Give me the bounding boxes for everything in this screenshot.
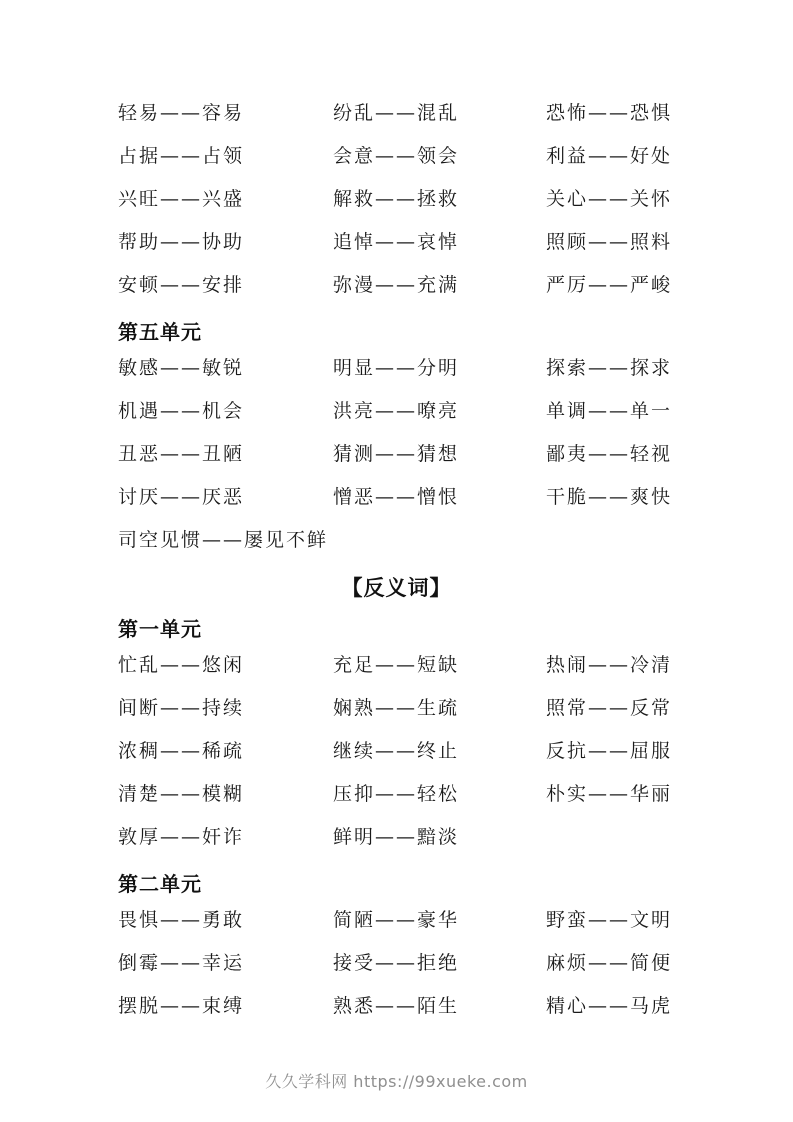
word-pair: 猜测——猜想 bbox=[333, 443, 460, 465]
word-pair: 接受——拒绝 bbox=[333, 952, 460, 974]
word-pair: 占据——占领 bbox=[118, 145, 245, 167]
word-pair: 洪亮——嘹亮 bbox=[333, 400, 460, 422]
word-pair: 压抑——轻松 bbox=[333, 783, 460, 805]
word-pair: 精心——马虎 bbox=[546, 995, 673, 1017]
word-pair: 浓稠——稀疏 bbox=[118, 740, 245, 762]
word-pair: 敏感——敏锐 bbox=[118, 357, 245, 379]
word-pair: 司空见惯——屡见不鲜 bbox=[118, 529, 329, 551]
word-pair: 照顾——照料 bbox=[546, 231, 673, 253]
word-pair: 畏惧——勇敢 bbox=[118, 909, 245, 931]
word-pair: 追悼——哀悼 bbox=[333, 231, 460, 253]
antonyms-title: 【反义词】 bbox=[341, 576, 452, 600]
word-pair: 充足——短缺 bbox=[333, 654, 460, 676]
word-pair: 关心——关怀 bbox=[546, 188, 673, 210]
word-pair: 敦厚——奸诈 bbox=[118, 826, 245, 848]
document-page bbox=[118, 100, 675, 1036]
unit-five-heading: 第五单元 bbox=[118, 320, 202, 344]
word-pair: 简陋——豪华 bbox=[333, 909, 460, 931]
word-pair: 轻易——容易 bbox=[118, 102, 245, 124]
word-pair: 照常——反常 bbox=[546, 697, 673, 719]
antonyms-unit-two bbox=[118, 907, 675, 1036]
word-pair: 利益——好处 bbox=[546, 145, 673, 167]
word-pair: 机遇——机会 bbox=[118, 400, 245, 422]
word-pair: 野蛮——文明 bbox=[546, 909, 673, 931]
word-pair: 弥漫——充满 bbox=[333, 274, 460, 296]
word-pair: 憎恶——憎恨 bbox=[333, 486, 460, 508]
word-pair: 明显——分明 bbox=[333, 357, 460, 379]
word-pair: 忙乱——悠闲 bbox=[118, 654, 245, 676]
word-pair: 解救——拯救 bbox=[333, 188, 460, 210]
word-pair: 帮助——协助 bbox=[118, 231, 245, 253]
word-pair: 探索——探求 bbox=[546, 357, 673, 379]
word-pair: 干脆——爽快 bbox=[546, 486, 673, 508]
word-pair: 娴熟——生疏 bbox=[333, 697, 460, 719]
word-pair: 继续——终止 bbox=[333, 740, 460, 762]
footer-watermark: 久久学科网 https://99xueke.com bbox=[265, 1072, 528, 1091]
word-pair: 纷乱——混乱 bbox=[333, 102, 460, 124]
word-pair: 恐怖——恐惧 bbox=[546, 102, 673, 124]
word-pair: 反抗——屈服 bbox=[546, 740, 673, 762]
word-pair: 安顿——安排 bbox=[118, 274, 245, 296]
word-pair: 鲜明——黯淡 bbox=[333, 826, 460, 848]
word-pair: 丑恶——丑陋 bbox=[118, 443, 245, 465]
synonyms-unit-four-continued bbox=[118, 100, 675, 315]
word-pair: 摆脱——束缚 bbox=[118, 995, 245, 1017]
unit-two-heading: 第二单元 bbox=[118, 872, 202, 896]
word-pair: 会意——领会 bbox=[333, 145, 460, 167]
word-pair: 讨厌——厌恶 bbox=[118, 486, 245, 508]
word-pair: 间断——持续 bbox=[118, 697, 245, 719]
word-pair: 单调——单一 bbox=[546, 400, 673, 422]
word-pair: 倒霉——幸运 bbox=[118, 952, 245, 974]
word-pair: 熟悉——陌生 bbox=[333, 995, 460, 1017]
word-pair: 鄙夷——轻视 bbox=[546, 443, 673, 465]
antonyms-unit-one bbox=[118, 652, 675, 867]
word-pair: 清楚——模糊 bbox=[118, 783, 245, 805]
word-pair: 热闹——冷清 bbox=[546, 654, 673, 676]
word-pair: 兴旺——兴盛 bbox=[118, 188, 245, 210]
word-pair: 麻烦——简便 bbox=[546, 952, 673, 974]
synonyms-unit-five bbox=[118, 355, 675, 570]
word-pair: 严厉——严峻 bbox=[546, 274, 673, 296]
empty-cell bbox=[546, 824, 675, 867]
word-pair: 朴实——华丽 bbox=[546, 783, 673, 805]
unit-one-heading: 第一单元 bbox=[118, 617, 202, 641]
